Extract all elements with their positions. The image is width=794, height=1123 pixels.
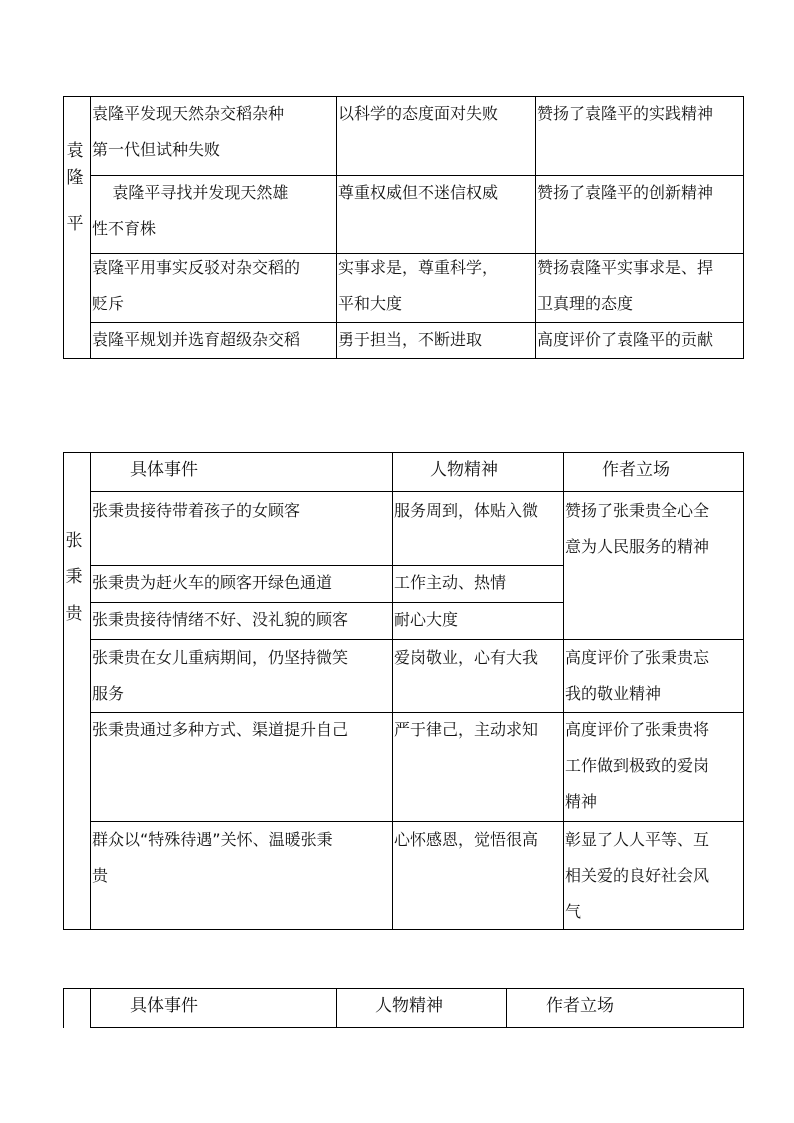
stance-cell: 彰显了人人平等、互 相关爱的良好社会风 气 bbox=[565, 830, 710, 921]
table-border bbox=[90, 452, 91, 930]
event-cell: 袁隆平用事实反驳对杂交稻的 贬斥 bbox=[92, 258, 301, 313]
table-border bbox=[535, 96, 536, 359]
stance-cell: 赞扬了袁隆平的实践精神 bbox=[537, 104, 714, 123]
spirit-cell: 工作主动、热情 bbox=[394, 573, 507, 592]
table-border bbox=[392, 452, 393, 930]
table-border bbox=[90, 1027, 744, 1028]
table-border bbox=[90, 491, 744, 492]
spirit-cell: 以科学的态度面对失败 bbox=[338, 104, 499, 123]
spirit-cell: 实事求是，尊重科学， 平和大度 bbox=[338, 258, 499, 313]
spirit-cell: 服务周到，体贴入微 bbox=[394, 501, 539, 520]
event-cell: 张秉贵接待情绪不好、没礼貌的顾客 bbox=[92, 610, 349, 629]
stance-cell: 高度评价了张秉贵忘 我的敬业精神 bbox=[565, 648, 710, 703]
table-border bbox=[336, 96, 337, 359]
person-name-char: 袁 bbox=[66, 141, 84, 161]
header-stance: 作者立场 bbox=[546, 996, 614, 1016]
table-border bbox=[63, 96, 64, 359]
event-cell: 群众以“特殊待遇”关怀、温暖张秉 贵 bbox=[92, 830, 333, 885]
table-border bbox=[743, 452, 744, 930]
table-border bbox=[63, 452, 64, 930]
header-event: 具体事件 bbox=[130, 996, 198, 1016]
spirit-cell: 爱岗敬业，心有大我 bbox=[394, 648, 539, 667]
event-cell: 张秉贵为赶火车的顾客开绿色通道 bbox=[92, 573, 333, 592]
table-border bbox=[743, 988, 744, 1028]
person-name-char: 平 bbox=[66, 214, 84, 234]
spirit-cell: 尊重权威但不迷信权威 bbox=[338, 183, 499, 202]
header-spirit: 人物精神 bbox=[430, 460, 498, 480]
table-border bbox=[63, 452, 744, 453]
table-border bbox=[506, 988, 507, 1028]
header-event: 具体事件 bbox=[130, 460, 198, 480]
event-cell: 张秉贵通过多种方式、渠道提升自己 bbox=[92, 720, 349, 739]
event-cell: 袁隆平规划并选育超级杂交稻 bbox=[92, 330, 301, 349]
event-cell: 袁隆平寻找并发现天然雄 性不育株 bbox=[92, 183, 289, 238]
table-border bbox=[563, 452, 564, 930]
stance-cell: 赞扬了袁隆平的创新精神 bbox=[537, 183, 714, 202]
table-border bbox=[90, 96, 91, 359]
person-name-char: 张 bbox=[65, 531, 83, 551]
event-cell: 袁隆平发现天然杂交稻杂种 第一代但试种失败 bbox=[92, 104, 285, 159]
spirit-cell: 心怀感恩，觉悟很高 bbox=[394, 830, 539, 849]
header-stance: 作者立场 bbox=[602, 460, 670, 480]
table-border bbox=[63, 358, 744, 359]
event-cell: 张秉贵接待带着孩子的女顾客 bbox=[92, 501, 301, 520]
stance-cell: 高度评价了张秉贵将 工作做到极致的爱岗 精神 bbox=[565, 720, 710, 811]
table-border bbox=[90, 988, 91, 1028]
table-border bbox=[336, 988, 337, 1028]
stance-cell: 高度评价了袁隆平的贡献 bbox=[537, 330, 714, 349]
table-border bbox=[63, 988, 64, 1028]
event-cell: 张秉贵在女儿重病期间，仍坚持微笑 服务 bbox=[92, 648, 349, 703]
person-name-char: 秉 bbox=[65, 567, 83, 587]
spirit-cell: 严于律己，主动求知 bbox=[394, 720, 539, 739]
spirit-cell: 勇于担当，不断进取 bbox=[338, 330, 483, 349]
person-name-char: 贵 bbox=[65, 604, 83, 624]
person-name-char: 隆 bbox=[66, 168, 84, 188]
spirit-cell: 耐心大度 bbox=[394, 610, 459, 629]
stance-cell: 赞扬了张秉贵全心全 意为人民服务的精神 bbox=[565, 501, 710, 556]
table-border bbox=[743, 96, 744, 359]
header-spirit: 人物精神 bbox=[375, 996, 443, 1016]
stance-cell: 赞扬袁隆平实事求是、捍 卫真理的态度 bbox=[537, 258, 714, 313]
table-border bbox=[63, 988, 744, 989]
